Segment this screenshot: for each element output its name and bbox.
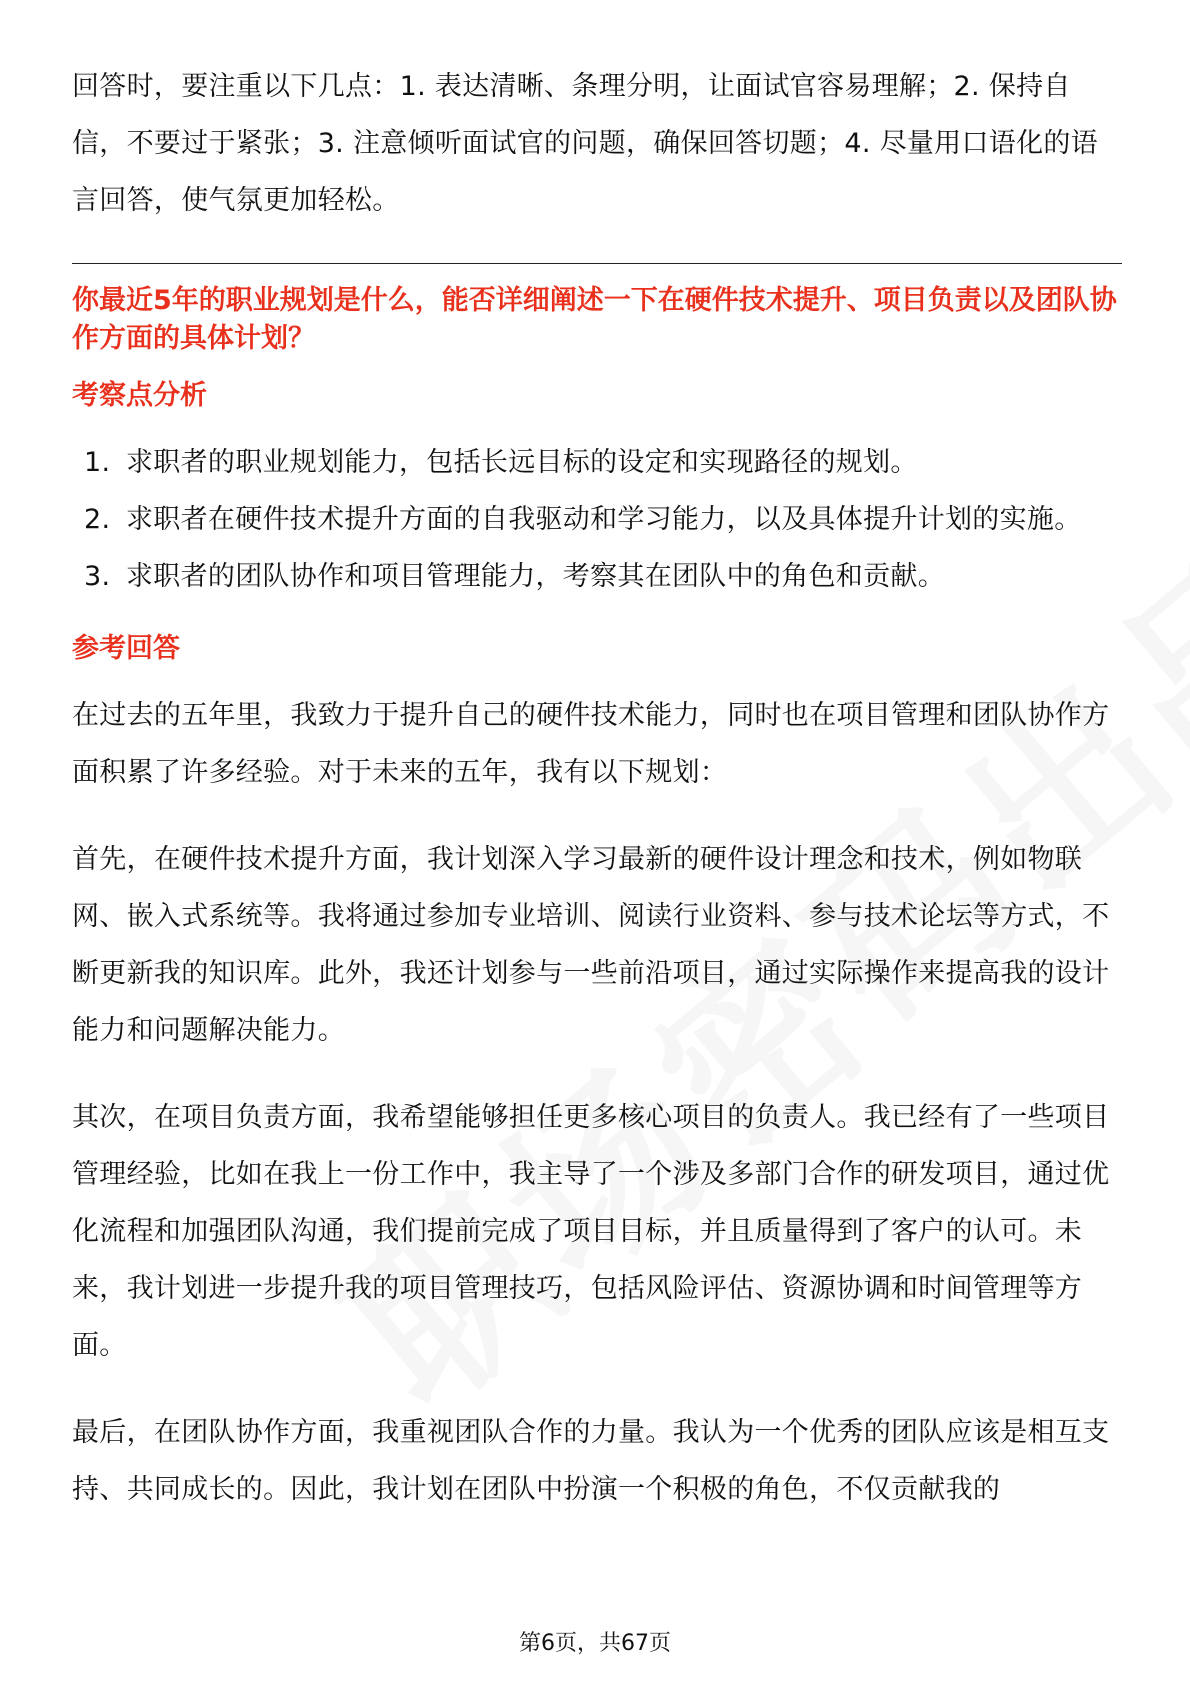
intro-paragraph: 回答时，要注重以下几点：1. 表达清晰、条理分明，让面试官容易理解；2. 保持自信，不要过于紧张；3. 注意倾听面试官的问题，确保回答切题；4. 尽量用口语化的语言回答，使气氛更加轻松。 xyxy=(72,71,1098,216)
interview-question: 你最近5年的职业规划是什么，能否详细阐述一下在硬件技术提升、项目负责以及团队协作方面的具体计划？ xyxy=(72,285,1117,354)
analysis-heading: 考察点分析 xyxy=(72,380,207,411)
page-footer: 第6页，共67页 xyxy=(519,1631,671,1656)
document-page xyxy=(72,58,1122,1518)
analysis-point xyxy=(72,491,1122,548)
point-number: 3. xyxy=(84,561,111,592)
answer-paragraph: 在过去的五年里，我致力于提升自己的硬件技术能力，同时也在项目管理和团队协作方面积累了许多经验。对于未来的五年，我有以下规划： xyxy=(72,700,1110,788)
point-text: 求职者的团队协作和项目管理能力，考察其在团队中的角色和贡献。 xyxy=(126,561,945,592)
point-text: 求职者在硬件技术提升方面的自我驱动和学习能力，以及具体提升计划的实施。 xyxy=(126,504,1082,535)
point-number: 2. xyxy=(84,504,111,535)
analysis-point xyxy=(72,434,1122,491)
answer-paragraph: 首先，在硬件技术提升方面，我计划深入学习最新的硬件设计理念和技术，例如物联网、嵌入式系统等。我将通过参加专业培训、阅读行业资料、参与技术论坛等方式，不断更新我的知识库。此外，我还计划参与一些前沿项目，通过实际操作来提高我的设计能力和问题解决能力。 xyxy=(72,844,1110,1046)
section-divider xyxy=(72,263,1122,264)
point-text: 求职者的职业规划能力，包括长远目标的设定和实现路径的规划。 xyxy=(126,447,918,478)
answer-paragraph: 其次，在项目负责方面，我希望能够担任更多核心项目的负责人。我已经有了一些项目管理经验，比如在我上一份工作中，我主导了一个涉及多部门合作的研发项目，通过优化流程和加强团队沟通，我们提前完成了项目目标，并且质量得到了客户的认可。未来，我计划进一步提升我的项目管理技巧，包括风险评估、资源协调和时间管理等方面。 xyxy=(72,1102,1110,1361)
answer-heading: 参考回答 xyxy=(72,633,180,664)
point-number: 1. xyxy=(84,447,111,478)
analysis-point xyxy=(72,548,1122,605)
analysis-list xyxy=(72,434,1122,605)
answer-paragraph: 最后，在团队协作方面，我重视团队合作的力量。我认为一个优秀的团队应该是相互支持、共同成长的。因此，我计划在团队中扮演一个积极的角色，不仅贡献我的 xyxy=(72,1417,1110,1505)
